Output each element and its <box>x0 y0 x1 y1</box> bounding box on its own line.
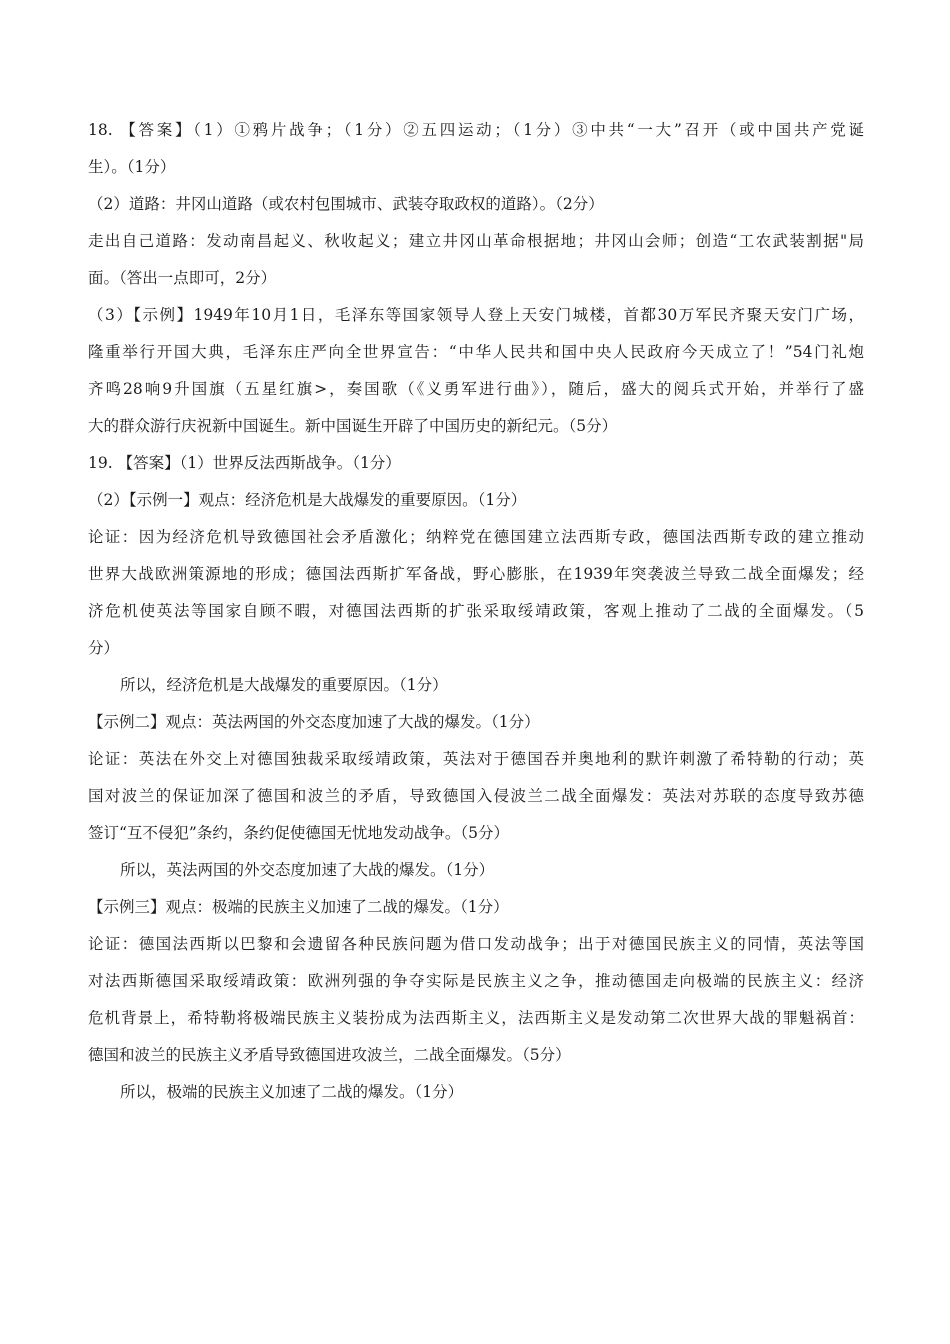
text-line: （2）【示例一】观点：经济危机是大战爆发的重要原因。（1分） <box>88 491 527 509</box>
text-line: 济危机使英法等国家自顾不暇，对德国法西斯的扩张采取绥靖政策，客观上推动了二战的全面爆发。（5 <box>88 602 864 620</box>
text-line: 所以，经济危机是大战爆发的重要原因。（1分） <box>120 676 448 694</box>
text-line: 走出自己道路：发动南昌起义、秋收起义；建立井冈山革命根据地；井冈山会师；创造“工农武装割据"局 <box>88 232 864 250</box>
text-line: 齐鸣28响9升国旗（五星红旗>，奏国歌（《义勇军进行曲》），随后，盛大的阅兵式开始，并举行了盛 <box>88 380 864 398</box>
answer-text-body <box>88 112 864 1111</box>
text-line: （2）道路：井冈山道路（或农村包围城市、武装夺取政权的道路）。（2分） <box>88 195 604 213</box>
text-line: 论证：因为经济危机导致德国社会矛盾激化；纳粹党在德国建立法西斯专政，德国法西斯专政的建立推动 <box>88 528 864 546</box>
text-line: 对法西斯德国采取绥靖政策：欧洲列强的争夺实际是民族主义之争，推动德国走向极端的民族主义：经济 <box>88 972 864 990</box>
text-line: 生）。（1分） <box>88 158 176 176</box>
text-line: 大的群众游行庆祝新中国诞生。新中国诞生开辟了中国历史的新纪元。（5分） <box>88 417 618 435</box>
text-line: 所以，英法两国的外交态度加速了大战的爆发。（1分） <box>120 861 495 879</box>
text-line: 国对波兰的保证加深了德国和波兰的矛盾，导致德国入侵波兰二战全面爆发：英法对苏联的态度导致苏德 <box>88 787 864 805</box>
text-line: 隆重举行开国大典，毛泽东庄严向全世界宣告：“中华人民共和国中央人民政府今天成立了！”54门礼炮 <box>88 343 864 361</box>
text-line: （3）【示例】1949年10月1日，毛泽东等国家领导人登上天安门城楼，首都30万军民齐聚天安门广场， <box>88 306 864 324</box>
text-line: 【示例二】观点：英法两国的外交态度加速了大战的爆发。（1分） <box>88 713 540 731</box>
text-line: 所以，极端的民族主义加速了二战的爆发。（1分） <box>120 1083 464 1101</box>
text-line: 论证：德国法西斯以巴黎和会遗留各种民族问题为借口发动战争；出于对德国民族主义的同情，英法等国 <box>88 935 864 953</box>
text-line: 18. 【答案】（1）①鸦片战争；（1分）②五四运动；（1分）③中共“一大”召开（或中国共产党诞 <box>88 121 864 139</box>
text-line: 论证：英法在外交上对德国独裁采取绥靖政策，英法对于德国吞并奥地利的默许刺激了希特勒的行动；英 <box>88 750 864 768</box>
text-line: 德国和波兰的民族主义矛盾导致德国进攻波兰，二战全面爆发。（5分） <box>88 1046 571 1064</box>
text-line: 签订“互不侵犯”条约，条约促使德国无忧地发动战争。（5分） <box>88 824 509 842</box>
text-line: 19. 【答案】（1）世界反法西斯战争。（1分） <box>88 454 401 472</box>
text-line: 危机背景上，希特勒将极端民族主义装扮成为法西斯主义，法西斯主义是发动第二次世界大战的罪魁祸首： <box>88 1009 864 1027</box>
text-line: 世界大战欧洲策源地的形成；德国法西斯扩军备战，野心膨胀，在1939年突袭波兰导致二战全面爆发；经 <box>88 565 864 583</box>
text-line: 面。（答出一点即可，2分） <box>88 269 277 287</box>
text-line: 分） <box>88 639 120 657</box>
text-line: 【示例三】观点：极端的民族主义加速了二战的爆发。（1分） <box>88 898 509 916</box>
